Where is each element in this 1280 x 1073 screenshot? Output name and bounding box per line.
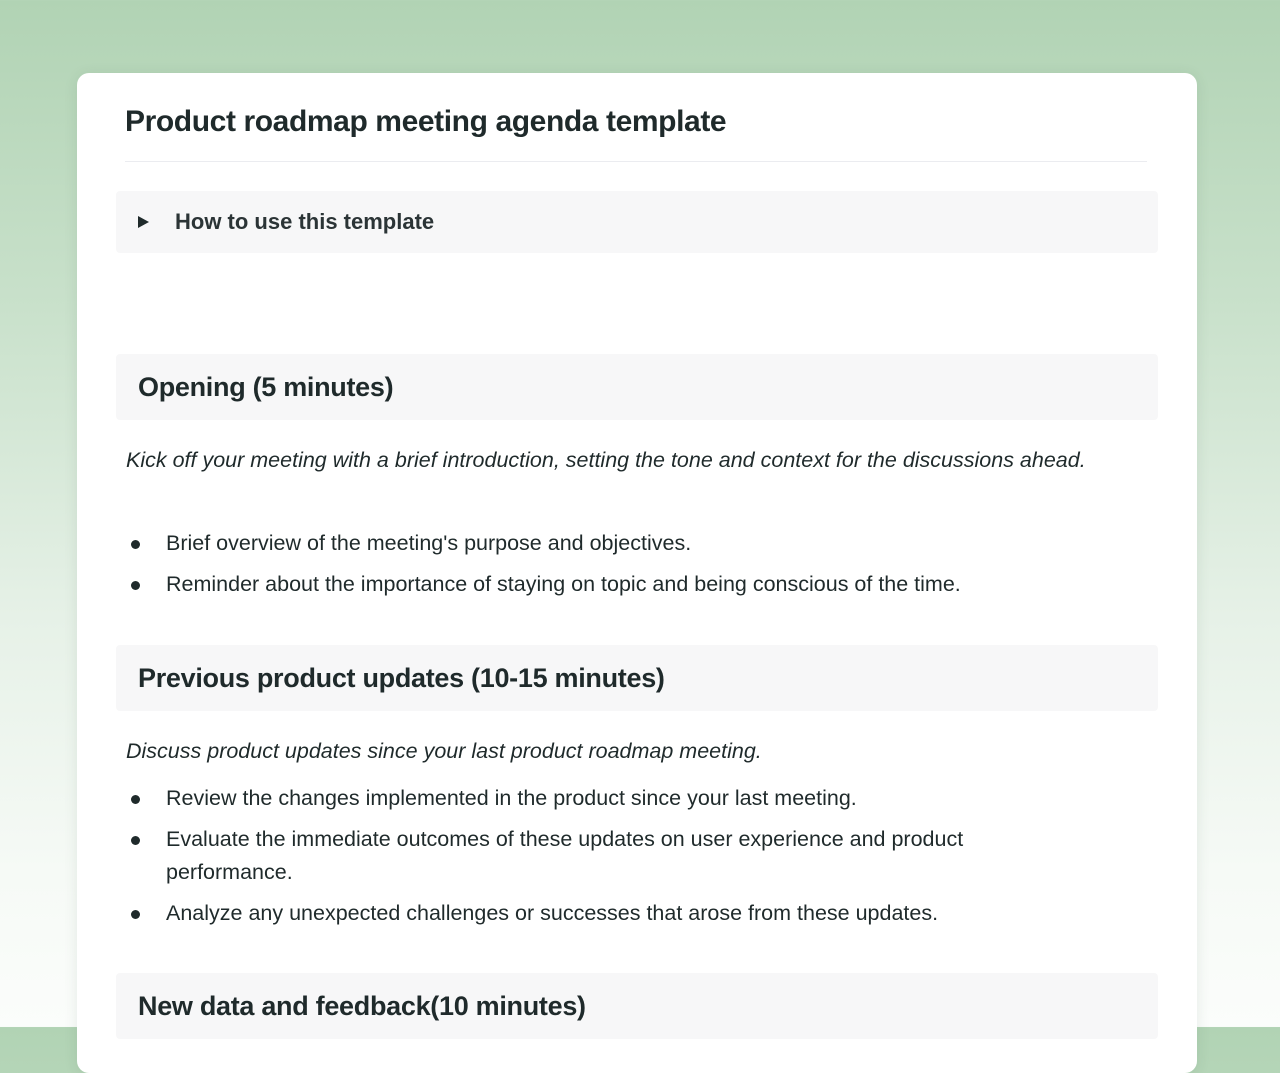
- list-item-text: Evaluate the immediate outcomes of these updates on user experience and product performance.: [166, 827, 964, 884]
- section-header-new-data: [116, 973, 1158, 1039]
- triangle-right-icon: [138, 216, 149, 228]
- bullet-icon: [131, 540, 140, 549]
- list-item: [126, 782, 1126, 815]
- section-intro: Discuss product updates since your last product roadmap meeting.: [126, 739, 762, 763]
- page-title: Product roadmap meeting agenda template: [125, 105, 727, 138]
- list-item-text: Brief overview of the meeting's purpose and objectives.: [166, 531, 692, 555]
- section-title: Opening (5 minutes): [138, 371, 394, 402]
- list-item: [126, 823, 1126, 889]
- document-card: [77, 73, 1197, 1073]
- list-item-text: Reminder about the importance of staying on topic and being conscious of the time.: [166, 572, 961, 596]
- list-item: [126, 527, 1126, 560]
- expand-label: How to use this template: [175, 209, 435, 234]
- title-divider: [125, 161, 1147, 162]
- bullet-list-previous-updates: [126, 782, 1126, 938]
- list-item: [126, 897, 1126, 930]
- bullet-list-opening: [126, 527, 1126, 609]
- bullet-icon: [131, 795, 140, 804]
- section-header-previous-updates: [116, 645, 1158, 711]
- list-item-text: Review the changes implemented in the product since your last meeting.: [166, 786, 857, 810]
- bullet-icon: [131, 836, 140, 845]
- list-item: [126, 568, 1126, 601]
- how-to-use-expand[interactable]: [116, 191, 1158, 253]
- section-intro: Kick off your meeting with a brief introduction, setting the tone and context for the discussions ahead.: [126, 448, 1086, 472]
- section-title: Previous product updates (10-15 minutes): [138, 662, 665, 693]
- section-title: New data and feedback(10 minutes): [138, 990, 586, 1021]
- bullet-icon: [131, 581, 140, 590]
- list-item-text: Analyze any unexpected challenges or successes that arose from these updates.: [166, 901, 939, 925]
- bullet-icon: [131, 910, 140, 919]
- section-header-opening: [116, 354, 1158, 420]
